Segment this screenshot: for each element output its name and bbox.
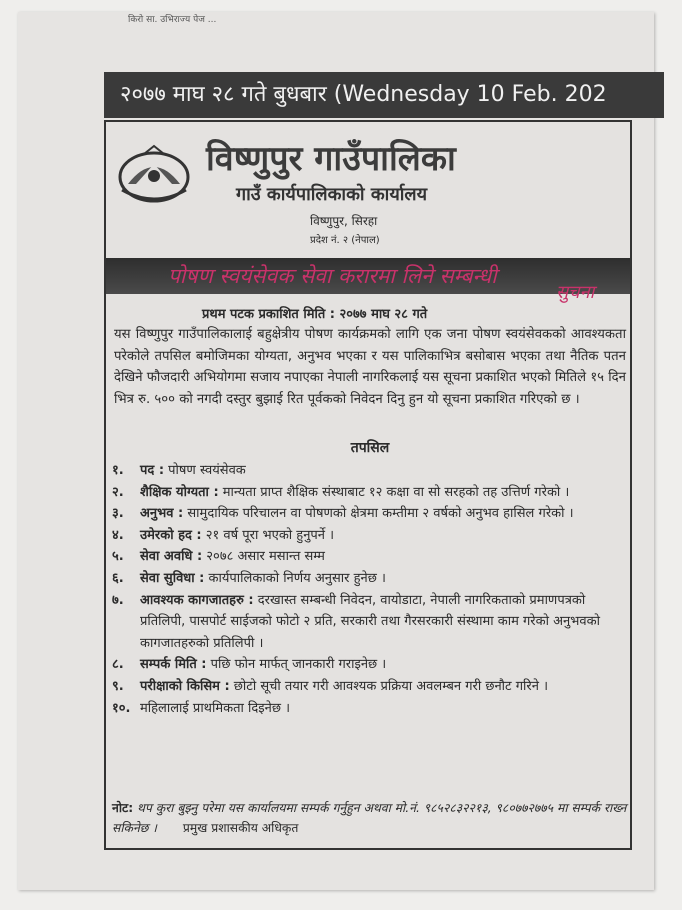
notice-box	[104, 120, 632, 850]
list-item: ७. आवश्यक कागजातहरु : दरखास्त सम्बन्धी निवेदन, वायोडाटा, नेपाली नागरिकताको प्रमाणपत्रको प्रतिलिपी, पासपोर्ट साईजको फोटो २ प्रति, सरकारी तथा गैरसरकारी संस्थामा काम गरेको अनुभवको कागजातहरुको प्रतिलिपी ।	[112, 592, 600, 651]
schedule-heading: तपसिल	[350, 440, 390, 456]
list-item: ४. उमेरको हद : २१ वर्ष पूरा भएको हुनुपर्ने ।	[112, 527, 335, 543]
list-item: २. शैक्षिक योग्यता : मान्यता प्राप्त शैक्षिक संस्थाबाट १२ कक्षा वा सो सरहको तह उत्तिर्ण गरेको ।	[112, 484, 570, 500]
signature-title: प्रमुख प्रशासकीय अधिकृत	[182, 821, 299, 835]
list-item: ३. अनुभव : सामुदायिक परिचालन वा पोषणको क्षेत्रमा कम्तीमा २ वर्षको अनुभव हासिल गरेको ।	[112, 506, 574, 522]
office-subtitle: गाउँ कार्यपालिकाको कार्यालय	[236, 184, 428, 205]
nepal-emblem-icon	[114, 144, 194, 206]
top-strip-text: किरो सा. उभिराज्य पेज ...	[128, 15, 217, 24]
list-item: १०. महिलालाई प्राथमिकता दिइनेछ ।	[112, 700, 291, 716]
schedule-list	[112, 460, 628, 719]
note-text: थप कुरा बुझ्नु परेमा यस कार्यालयमा सम्पर्क गर्नुहुन अथवा मो.नं. ९८५२८३२२१३, ९८०७७२७७५ मा सम्पर्क राख्न सकिनेछ ।	[112, 801, 627, 835]
list-item: १. पद : पोषण स्वयंसेवक	[112, 463, 246, 478]
list-item: ८. सम्पर्क मिति : पछि फोन मार्फत् जानकारी गराइनेछ ।	[112, 657, 387, 673]
list-item: ६. सेवा सुविधा : कार्यपालिकाको निर्णय अनुसार हुनेछ ।	[112, 570, 386, 586]
banner-handwritten-title: पोषण स्वयंसेवक सेवा करारमा लिने सम्बन्धी	[168, 264, 497, 288]
province: प्रदेश नं. २ (नेपाल)	[310, 235, 380, 246]
footer-note	[112, 798, 628, 838]
note-label: नोट:	[112, 801, 134, 815]
list-item: ५. सेवा अवधि : २०७८ असार मसान्त सम्म	[112, 549, 325, 565]
list-item: ९. परीक्षाको किसिम : छोटो सूची तयार गरी आवश्यक प्रक्रिया अवलम्बन गरी छनौट गरिने ।	[112, 678, 549, 694]
page-title: विष्णुपुर गाउँपालिका	[206, 139, 456, 179]
notice-body: यस विष्णुपुर गाउँपालिकालाई बहुक्षेत्रीय पोषण कार्यक्रमको लागि एक जना पोषण स्वयंसेवकको आवश्यकता परेकोले तपसिल बमोजिमका योग्यता, अनुभव भएका र यस पालिकाभित्र बसोबास भएका तथा नैतिक पतन देखिने फौजदारी अभियोगमा सजाय नपाएका नेपाली नागरिकलाई यस सूचना प्रकाशित भएको मितिले १५ दिन भित्र रु. ५०० को नगदी दस्तुर बुझाई रित पूर्वकको निवेदन दिनु हुन यो सूचना प्रकाशित गरिएको छ ।	[114, 327, 626, 407]
banner-handwritten-title-continued: सुचना	[556, 282, 595, 303]
address: विष्णुपुर, सिरहा	[310, 214, 378, 228]
published-date: प्रथम पटक प्रकाशित मिति : २०७७ माघ २८ गते	[202, 307, 428, 322]
dateline-bar: २०७७ माघ २८ गते बुधबार (Wednesday 10 Feb. 202	[104, 72, 664, 118]
